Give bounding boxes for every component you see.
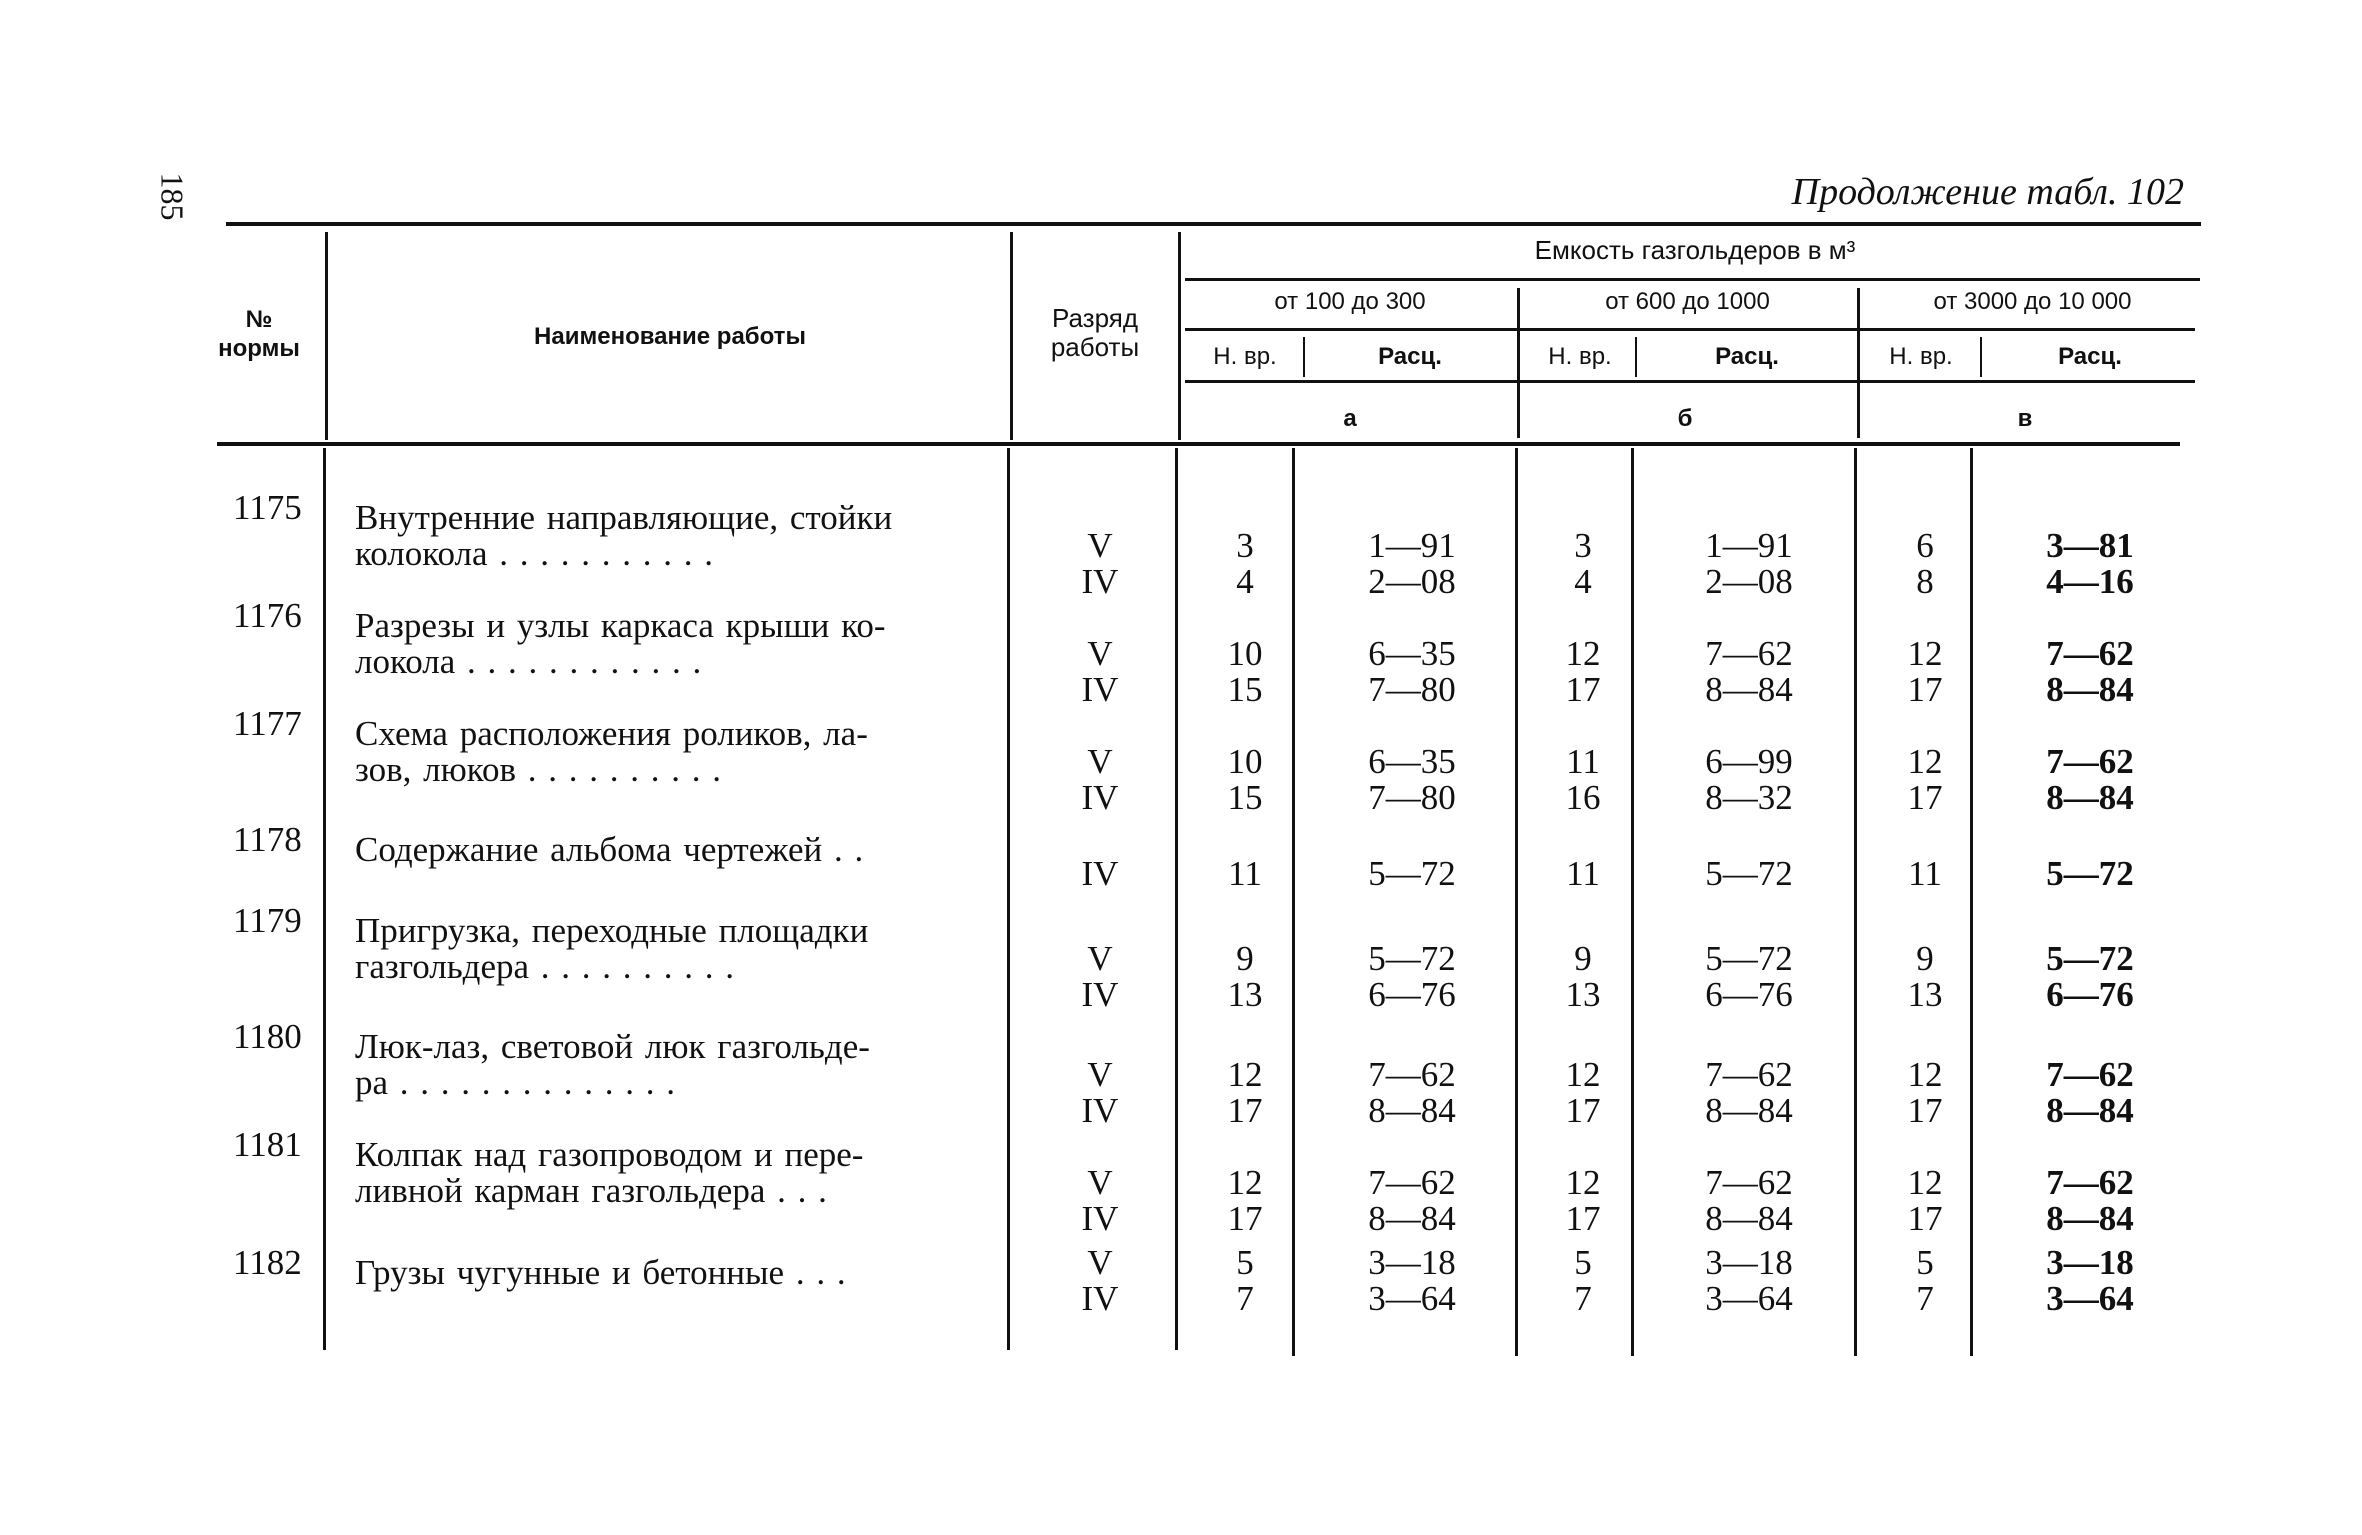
- rate-c: 5—72: [2046, 854, 2134, 893]
- time-norm-b: 9: [1574, 939, 1592, 978]
- time-norm-b: 12: [1565, 634, 1601, 673]
- rate-a: 8—84: [1368, 1091, 1456, 1130]
- rate-a: 8—84: [1368, 1199, 1456, 1238]
- work-name-line: Внутренние направляющие, стойки: [355, 498, 893, 537]
- work-name-line: Содержание альбома чертежей . .: [355, 830, 864, 869]
- time-norm-b: 13: [1565, 975, 1601, 1014]
- time-norm-a: 17: [1227, 1091, 1263, 1130]
- rate-c: 7—62: [2046, 634, 2134, 673]
- time-norm-a: 4: [1236, 562, 1254, 601]
- norm-number: 1175: [233, 488, 302, 527]
- norm-number: 1176: [233, 596, 302, 635]
- rate-a: 5—72: [1368, 854, 1456, 893]
- range-divider-1: [1517, 288, 1520, 438]
- time-norm-a: 15: [1227, 670, 1263, 709]
- col-divider-1: [325, 232, 328, 440]
- time-norm-a: 12: [1227, 1055, 1263, 1094]
- time-norm-b: 3: [1574, 526, 1592, 565]
- header-norm-no-line1: №: [245, 306, 273, 333]
- subcol-divider-a: [1303, 337, 1305, 377]
- header-norm-no: [200, 305, 318, 363]
- rate-c: 8—84: [2046, 1091, 2134, 1130]
- work-name-line: ливной карман газгольдера . . .: [355, 1171, 827, 1210]
- time-norm-b: 17: [1565, 670, 1601, 709]
- time-norm-a: 13: [1227, 975, 1263, 1014]
- work-name-line: Колпак над газопроводом и пере-: [355, 1135, 864, 1174]
- page-number: 185: [154, 172, 191, 221]
- time-norm-a: 15: [1227, 778, 1263, 817]
- time-norm-c: 9: [1916, 939, 1934, 978]
- work-grade: IV: [1081, 562, 1119, 601]
- time-norm-a: 10: [1227, 742, 1263, 781]
- header-letter-b: б: [1677, 405, 1693, 432]
- time-norm-c: 8: [1916, 562, 1934, 601]
- header-time-c: Н. вр.: [1889, 343, 1953, 370]
- time-norm-c: 17: [1907, 1091, 1943, 1130]
- time-norm-a: 9: [1236, 939, 1254, 978]
- rate-a: 7—80: [1368, 670, 1456, 709]
- work-grade: IV: [1081, 778, 1119, 817]
- rate-c: 8—84: [2046, 670, 2134, 709]
- header-rate-c: Расц.: [2058, 343, 2122, 370]
- rate-b: 8—32: [1705, 778, 1793, 817]
- rate-a: 3—64: [1368, 1279, 1456, 1318]
- header-rate-b: Расц.: [1715, 343, 1779, 370]
- time-norm-c: 13: [1907, 975, 1943, 1014]
- work-grade: IV: [1081, 854, 1119, 893]
- rate-a: 6—76: [1368, 975, 1456, 1014]
- col-divider-3: [1178, 232, 1181, 440]
- work-name-line: зов, люков . . . . . . . . . .: [355, 750, 722, 789]
- rate-b: 3—64: [1705, 1279, 1793, 1318]
- time-norm-a: 5: [1236, 1243, 1254, 1282]
- col-divider-2: [1010, 232, 1013, 440]
- header-time-a: Н. вр.: [1213, 343, 1277, 370]
- header-bottom-rule: [217, 442, 2180, 446]
- work-grade: IV: [1081, 1091, 1119, 1130]
- table-caption: Продолжение табл. 102: [1791, 171, 2184, 213]
- work-grade: V: [1087, 526, 1113, 565]
- rate-b: 6—76: [1705, 975, 1793, 1014]
- capacity-rule: [1185, 278, 2200, 281]
- time-norm-a: 17: [1227, 1199, 1263, 1238]
- subcol-divider-b: [1635, 337, 1637, 377]
- rate-a: 6—35: [1368, 634, 1456, 673]
- rate-a: 2—08: [1368, 562, 1456, 601]
- rate-c: 7—62: [2046, 742, 2134, 781]
- header-rate-a: Расц.: [1378, 343, 1442, 370]
- time-norm-c: 6: [1916, 526, 1934, 565]
- time-norm-c: 12: [1907, 634, 1943, 673]
- subcol-divider-c: [1980, 337, 1982, 377]
- body-divider-2: [1007, 448, 1010, 1350]
- rate-b: 8—84: [1705, 1091, 1793, 1130]
- rate-b: 1—91: [1705, 526, 1793, 565]
- work-grade: IV: [1081, 975, 1119, 1014]
- work-name-line: Разрезы и узлы каркаса крыши ко-: [355, 606, 886, 645]
- work-grade: V: [1087, 939, 1113, 978]
- rate-c: 4—16: [2046, 562, 2134, 601]
- work-grade: V: [1087, 1055, 1113, 1094]
- work-grade: IV: [1081, 670, 1119, 709]
- rate-c: 5—72: [2046, 939, 2134, 978]
- time-norm-a: 11: [1228, 854, 1262, 893]
- rate-c: 7—62: [2046, 1163, 2134, 1202]
- body-divider-5: [1515, 448, 1518, 1356]
- work-name-line: Грузы чугунные и бетонные . . .: [355, 1253, 846, 1292]
- work-grade: V: [1087, 1243, 1113, 1282]
- rate-c: 3—64: [2046, 1279, 2134, 1318]
- norm-number: 1179: [233, 901, 302, 940]
- time-norm-b: 16: [1565, 778, 1601, 817]
- time-norm-b: 17: [1565, 1199, 1601, 1238]
- time-norm-c: 17: [1907, 670, 1943, 709]
- time-norm-a: 10: [1227, 634, 1263, 673]
- header-capacity: Емкость газгольдеров в м³: [1534, 235, 1856, 265]
- time-norm-a: 12: [1227, 1163, 1263, 1202]
- work-grade: V: [1087, 742, 1113, 781]
- rate-b: 7—62: [1705, 634, 1793, 673]
- range-divider-2: [1857, 288, 1860, 438]
- rate-c: 6—76: [2046, 975, 2134, 1014]
- time-norm-c: 7: [1916, 1279, 1934, 1318]
- rate-a: 7—62: [1368, 1163, 1456, 1202]
- rate-a: 3—18: [1368, 1243, 1456, 1282]
- rate-b: 8—84: [1705, 1199, 1793, 1238]
- rate-a: 6—35: [1368, 742, 1456, 781]
- norm-number: 1178: [233, 820, 302, 859]
- rate-b: 2—08: [1705, 562, 1793, 601]
- work-name-line: газгольдера . . . . . . . . . .: [355, 947, 735, 986]
- work-grade: V: [1087, 1163, 1113, 1202]
- time-norm-c: 17: [1907, 1199, 1943, 1238]
- time-norm-b: 12: [1565, 1055, 1601, 1094]
- time-norm-b: 11: [1566, 742, 1600, 781]
- work-name-line: Люк-лаз, световой люк газгольде-: [355, 1027, 870, 1066]
- rate-a: 7—62: [1368, 1055, 1456, 1094]
- time-norm-a: 3: [1236, 526, 1254, 565]
- work-name-line: колокола . . . . . . . . . . .: [355, 534, 713, 573]
- rate-c: 7—62: [2046, 1055, 2134, 1094]
- time-norm-a: 7: [1236, 1279, 1254, 1318]
- rate-c: 8—84: [2046, 1199, 2134, 1238]
- body-divider-1: [323, 448, 326, 1350]
- range-rule: [1185, 328, 2195, 331]
- time-norm-c: 17: [1907, 778, 1943, 817]
- time-norm-b: 17: [1565, 1091, 1601, 1130]
- time-norm-b: 7: [1574, 1279, 1592, 1318]
- header-grade-line2: работы: [1050, 332, 1140, 362]
- rate-a: 7—80: [1368, 778, 1456, 817]
- header-range-c: от 3000 до 10 000: [1933, 288, 2132, 315]
- time-norm-b: 4: [1574, 562, 1592, 601]
- header-grade-line1: Разряд: [1052, 303, 1138, 333]
- header-range-b: от 600 до 1000: [1605, 288, 1770, 315]
- rate-b: 7—62: [1705, 1055, 1793, 1094]
- subcol-rule: [1185, 380, 2195, 383]
- time-norm-b: 5: [1574, 1243, 1592, 1282]
- rate-b: 6—99: [1705, 742, 1793, 781]
- norm-number: 1177: [233, 704, 302, 743]
- work-name-line: локола . . . . . . . . . . . .: [355, 642, 702, 681]
- body-divider-7: [1854, 448, 1857, 1356]
- header-work-name: Наименование работы: [534, 323, 806, 350]
- time-norm-b: 11: [1566, 854, 1600, 893]
- header-letter-c: в: [2017, 405, 2033, 432]
- table-top-rule: [226, 222, 2201, 226]
- time-norm-c: 12: [1907, 742, 1943, 781]
- work-name-line: Пригрузка, переходные площадки: [355, 911, 869, 950]
- rate-b: 7—62: [1705, 1163, 1793, 1202]
- rate-b: 3—18: [1705, 1243, 1793, 1282]
- work-grade: IV: [1081, 1199, 1119, 1238]
- header-range-a: от 100 до 300: [1274, 288, 1426, 315]
- header-norm-no-line2: нормы: [218, 335, 300, 362]
- norm-number: 1182: [233, 1243, 302, 1282]
- norm-number: 1180: [233, 1017, 302, 1056]
- time-norm-c: 12: [1907, 1055, 1943, 1094]
- time-norm-c: 12: [1907, 1163, 1943, 1202]
- time-norm-c: 5: [1916, 1243, 1934, 1282]
- rate-a: 5—72: [1368, 939, 1456, 978]
- rate-a: 1—91: [1368, 526, 1456, 565]
- time-norm-c: 11: [1908, 854, 1942, 893]
- work-grade: V: [1087, 634, 1113, 673]
- header-grade: [1025, 304, 1165, 362]
- work-grade: IV: [1081, 1279, 1119, 1318]
- rate-b: 8—84: [1705, 670, 1793, 709]
- rate-c: 3—18: [2046, 1243, 2134, 1282]
- work-name-line: ра . . . . . . . . . . . . . .: [355, 1063, 676, 1102]
- time-norm-b: 12: [1565, 1163, 1601, 1202]
- rate-b: 5—72: [1705, 939, 1793, 978]
- rate-b: 5—72: [1705, 854, 1793, 893]
- rate-c: 3—81: [2046, 526, 2134, 565]
- rate-c: 8—84: [2046, 778, 2134, 817]
- body-divider-3: [1175, 448, 1178, 1350]
- header-time-b: Н. вр.: [1548, 343, 1612, 370]
- norm-number: 1181: [233, 1125, 302, 1164]
- header-letter-a: а: [1343, 405, 1357, 432]
- work-name-line: Схема расположения роликов, ла-: [355, 714, 868, 753]
